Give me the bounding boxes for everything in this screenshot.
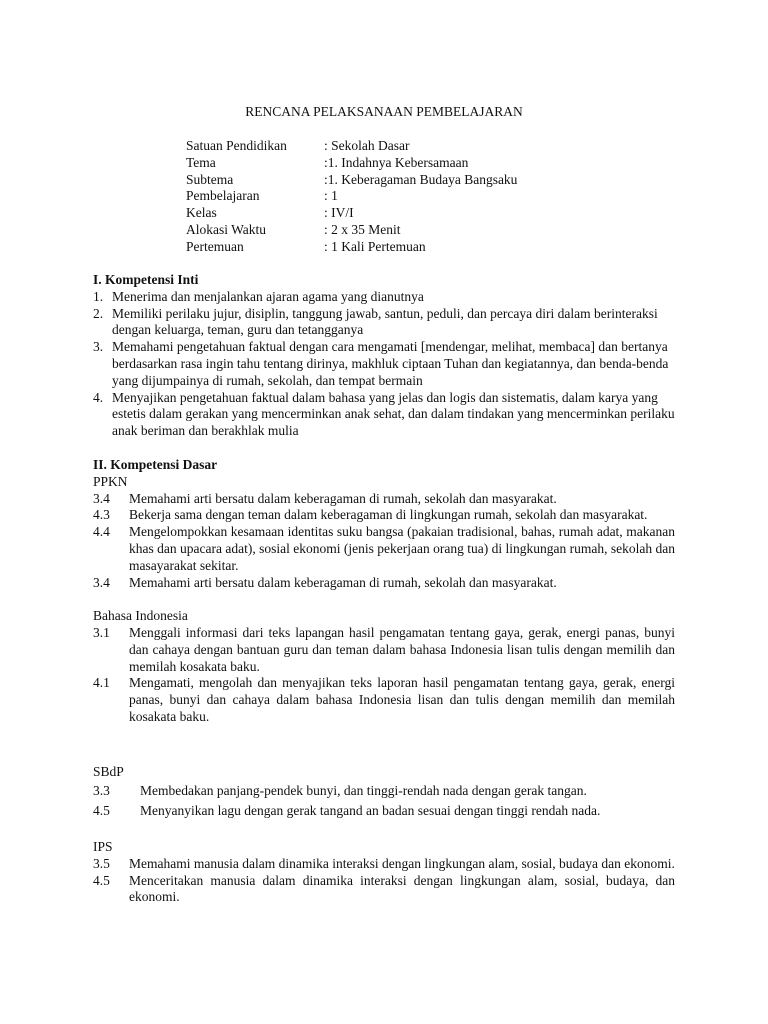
item-text: Memiliki perilaku jujur, disiplin, tanggung jawab, santun, peduli, dan percaya diri dalam berinteraksi dengan keluarga, teman, guru dan tetangganya [112, 305, 658, 338]
item-text: Menggali informasi dari teks lapangan hasil pengamatan tentang gaya, gerak, energi panas, bunyi dan cahaya dengan bantuan guru dan teman dalam bahasa Indonesia lisan tulis dengan memilih dan memilah kosakata baku. [129, 624, 675, 674]
document-title: RENCANA PELAKSANAAN PEMBELAJARAN [245, 104, 523, 119]
meta-key: Pembelajaran [186, 188, 260, 204]
subject-label: PPKN [93, 473, 128, 489]
item-text: Menceritakan manusia dalam dinamika interaksi dengan lingkungan alam, sosial, budaya, dan ekonomi. [129, 872, 675, 905]
item-number: 3.3 [93, 782, 110, 798]
meta-key: Alokasi Waktu [186, 221, 267, 237]
item-text: Mengelompokkan kesamaan identitas suku bangsa (pakaian tradisional, bahas, rumah adat, makanan khas dan upacara adat), sosial ekonomi (jenis pekerjaan orang tua) di lingkungan rumah, sekolah dan masayarakat sekitar. [129, 524, 675, 573]
list-item [93, 856, 675, 873]
kompetensi-dasar-section [93, 457, 675, 726]
kompetensi-inti-section [93, 272, 675, 440]
meta-row-kelas [186, 205, 517, 222]
item-text: Memahami manusia dalam dinamika interaksi dengan lingkungan alam, sosial, budaya dan ekonomi. [129, 855, 675, 871]
meta-key: Satuan Pendidikan [186, 138, 287, 153]
list-item [93, 390, 675, 440]
item-number: 2. [93, 305, 104, 321]
subject-label: Bahasa Indonesia [93, 608, 188, 624]
item-text: Mengamati, mengolah dan menyajikan teks laporan hasil pengamatan tentang gaya, gerak, energi panas, bunyi dan cahaya dalam bahasa Indonesia lisan dan tulis dengan memilih dan memilah kosakata baku. [129, 675, 675, 724]
item-number: 1. [93, 288, 104, 304]
item-text: Menerima dan menjalankan ajaran agama yang dianutnya [112, 288, 424, 304]
item-number: 4.5 [93, 802, 110, 818]
item-text: Menyajikan pengetahuan faktual dalam bahasa yang jelas dan logis dan sistematis, dalam karya yang estetis dalam gerakan yang mencerminkan anak sehat, dan dalam tindakan yang mencerminkan perilaku anak beriman dan berakhlak mulia [112, 389, 675, 439]
meta-value: : Sekolah Dasar [324, 138, 410, 153]
meta-value: :1. Keberagaman Budaya Bangsaku [324, 171, 518, 187]
subject-label: SBdP [93, 764, 124, 779]
meta-key: Tema [186, 154, 216, 170]
item-number: 4.1 [93, 675, 110, 691]
item-number: 3.5 [93, 855, 110, 871]
meta-row-satuan [186, 138, 517, 155]
item-text: Bekerja sama dengan teman dalam keberagaman di lingkungan rumah, sekolah dan masyarakat. [129, 507, 648, 523]
item-text: Memahami arti bersatu dalam keberagaman di rumah, sekolah dan masyarakat. [129, 490, 557, 506]
identity-table [186, 138, 517, 256]
meta-row-tema [186, 155, 517, 172]
meta-value: : 2 x 35 Menit [324, 221, 401, 237]
item-text: Menyanyikan lagu dengan gerak tangand an badan sesuai dengan tinggi rendah nada. [140, 802, 601, 818]
item-number: 3. [93, 339, 104, 355]
list-item [93, 507, 675, 524]
meta-key: Kelas [186, 205, 217, 221]
item-text: Memahami arti bersatu dalam keberagaman di rumah, sekolah dan masyarakat. [129, 574, 557, 590]
meta-key: Subtema [186, 171, 234, 187]
list-item [93, 873, 675, 907]
ips-section [93, 839, 675, 906]
list-item [93, 491, 675, 508]
section-heading: II. Kompetensi Dasar [93, 457, 218, 472]
meta-row-pertemuan [186, 239, 517, 256]
item-number: 4.5 [93, 872, 110, 888]
item-number: 4.4 [93, 524, 110, 540]
list-item [93, 625, 675, 675]
list-item [93, 339, 675, 389]
meta-value: : 1 [324, 188, 338, 204]
meta-key: Pertemuan [186, 238, 244, 254]
item-number: 3.4 [93, 574, 110, 590]
list-item [93, 675, 675, 725]
meta-value: :1. Indahnya Kebersamaan [324, 154, 469, 170]
list-item [93, 801, 675, 821]
item-number: 4. [93, 389, 104, 405]
section-heading: I. Kompetensi Inti [93, 272, 199, 287]
item-text: Memahami pengetahuan faktual dengan cara mengamati [mendengar, melihat, membaca] dan bertanya berdasarkan rasa ingin tahu tentang dirinya, makhluk ciptaan Tuhan dan kegiatannya, dan benda-benda yang dijumpainya di rumah, sekolah, dan tempat bermain [112, 339, 669, 388]
list-item [93, 781, 675, 801]
meta-row-alokasi [186, 222, 517, 239]
spacer [93, 591, 675, 608]
sbdp-section [93, 764, 675, 821]
list-item [93, 289, 675, 306]
list-item [93, 306, 675, 340]
item-number: 4.3 [93, 507, 110, 523]
meta-value: : 1 Kali Pertemuan [324, 238, 426, 254]
meta-value: : IV/I [324, 205, 354, 221]
item-number: 3.1 [93, 624, 110, 640]
list-item [93, 524, 675, 574]
item-text: Membedakan panjang-pendek bunyi, dan tinggi-rendah nada dengan gerak tangan. [140, 782, 587, 798]
meta-row-subtema [186, 172, 517, 189]
item-number: 3.4 [93, 490, 110, 506]
subject-label: IPS [93, 839, 113, 854]
list-item [93, 575, 675, 592]
meta-row-pembelajaran [186, 188, 517, 205]
